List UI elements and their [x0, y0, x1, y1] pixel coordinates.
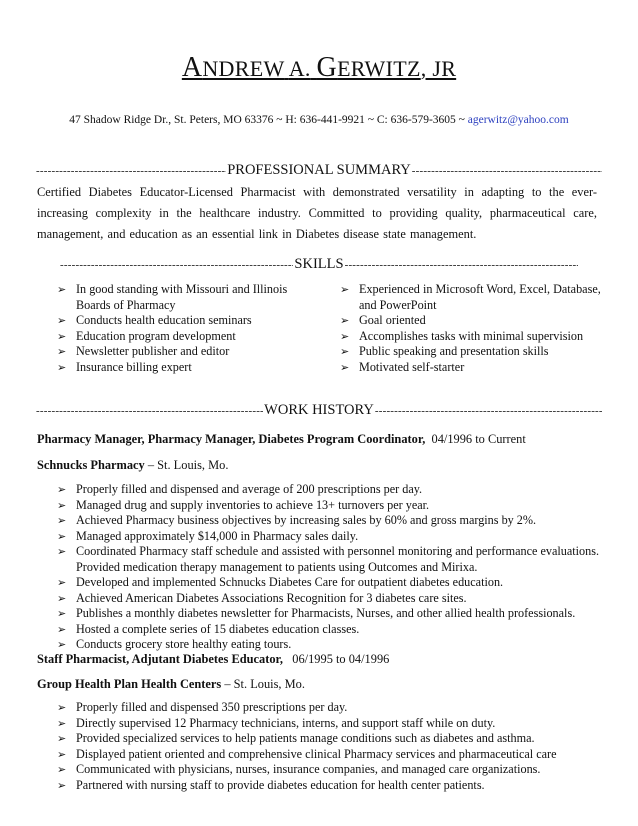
list-item: ➢ Directly supervised 12 Pharmacy technicians, interns, and support staff while on duty.	[57, 716, 617, 732]
job-title: Pharmacy Manager, Pharmacy Manager, Diabetes Program Coordinator,	[37, 432, 426, 446]
skills-heading-rule	[60, 256, 578, 273]
list-item: ➢ Conducts grocery store healthy eating tours.	[57, 637, 617, 653]
list-item: ➢ Achieved Pharmacy business objectives by increasing sales by 60% and gross margins by 2%.	[57, 513, 617, 529]
list-item: ➢ Properly filled and dispensed and average of 200 prescriptions per day.	[57, 482, 617, 498]
list-item: ➢ Properly filled and dispensed 350 prescriptions per day.	[57, 700, 617, 716]
list-item: ➢ Provided specialized services to help patients manage conditions such as diabetes and asthma.	[57, 731, 617, 747]
job-1-title-line	[37, 432, 526, 447]
list-item: ➢ Achieved American Diabetes Associations Recognition for 3 diabetes care sites.	[57, 591, 617, 607]
list-item: ➢ Goal oriented	[340, 313, 610, 329]
skills-right-column	[340, 282, 610, 375]
list-item: ➢ Displayed patient oriented and comprehensive clinical Pharmacy services and pharmaceutical care	[57, 747, 617, 763]
job-1-duties	[57, 482, 617, 653]
work-heading: WORK HISTORY	[264, 402, 374, 418]
summary-heading-rule	[36, 162, 602, 179]
employer-location: – St. Louis, Mo.	[224, 677, 305, 691]
job-dates: 06/1995 to 04/1996	[292, 652, 390, 666]
summary-text: Certified Diabetes Educator-Licensed Pharmacist with demonstrated versatility in adapting to the ever-increasing complexity in the healthcare industry. Committed to providing quality, pharmaceutical care, management, and education as an essential link in Diabetes disease state management.	[37, 185, 597, 241]
list-item: ➢ Developed and implemented Schnucks Diabetes Care for outpatient diabetes education.	[57, 575, 617, 591]
job-1-employer-line	[37, 458, 228, 473]
list-item: ➢ Accomplishes tasks with minimal supervision	[340, 329, 610, 345]
list-item: ➢ Publishes a monthly diabetes newsletter for Pharmacists, Nurses, and other allied health professionals.	[57, 606, 617, 622]
summary-heading: PROFESSIONAL SUMMARY	[227, 162, 411, 178]
employer-location: – St. Louis, Mo.	[147, 458, 229, 472]
skills-left-column	[57, 282, 307, 375]
list-item: ➢ Public speaking and presentation skills	[340, 344, 610, 360]
list-item: ➢ Coordinated Pharmacy staff schedule and assisted with personnel monitoring and performance evaluations. Provided medication therapy management to patients using Outcomes and Mirixa.	[57, 544, 617, 575]
job-dates: 04/1996 to Current	[431, 432, 526, 446]
applicant-name: ANDREW A. GERWITZ, JR	[181, 52, 457, 83]
contact-details: 47 Shadow Ridge Dr., St. Peters, MO 63376 ~ H: 636-441-9921 ~ C: 636-579-3605 ~	[69, 114, 468, 126]
list-item: ➢ Education program development	[57, 329, 307, 345]
employer-name: Group Health Plan Health Centers	[37, 677, 222, 691]
list-item: ➢ Partnered with nursing staff to provide diabetes education for health center patients.	[57, 778, 617, 794]
list-item: ➢ Managed approximately $14,000 in Pharmacy sales daily.	[57, 529, 617, 545]
list-item: ➢ In good standing with Missouri and Illinois Boards of Pharmacy	[57, 282, 307, 313]
list-item: ➢ Managed drug and supply inventories to achieve 13+ turnovers per year.	[57, 498, 617, 514]
email-link[interactable]: agerwitz@yahoo.com	[467, 114, 569, 126]
skills-heading: SKILLS	[294, 256, 344, 272]
list-item: ➢ Experienced in Microsoft Word, Excel, Database, and PowerPoint	[340, 282, 610, 313]
list-item: ➢ Motivated self-starter	[340, 360, 610, 376]
employer-name: Schnucks Pharmacy	[37, 458, 145, 472]
job-2-duties	[57, 700, 617, 793]
job-2-title-line	[37, 652, 389, 667]
list-item: ➢ Newsletter publisher and editor	[57, 344, 307, 360]
list-item: ➢ Conducts health education seminars	[57, 313, 307, 329]
job-title: Staff Pharmacist, Adjutant Diabetes Educator,	[37, 652, 283, 666]
list-item: ➢ Hosted a complete series of 15 diabetes education classes.	[57, 622, 617, 638]
list-item: ➢ Communicated with physicians, nurses, insurance companies, and managed care organizations.	[57, 762, 617, 778]
job-2-employer-line	[37, 677, 305, 692]
work-heading-rule	[36, 402, 602, 419]
list-item: ➢ Insurance billing expert	[57, 360, 307, 376]
contact-line	[0, 114, 638, 126]
